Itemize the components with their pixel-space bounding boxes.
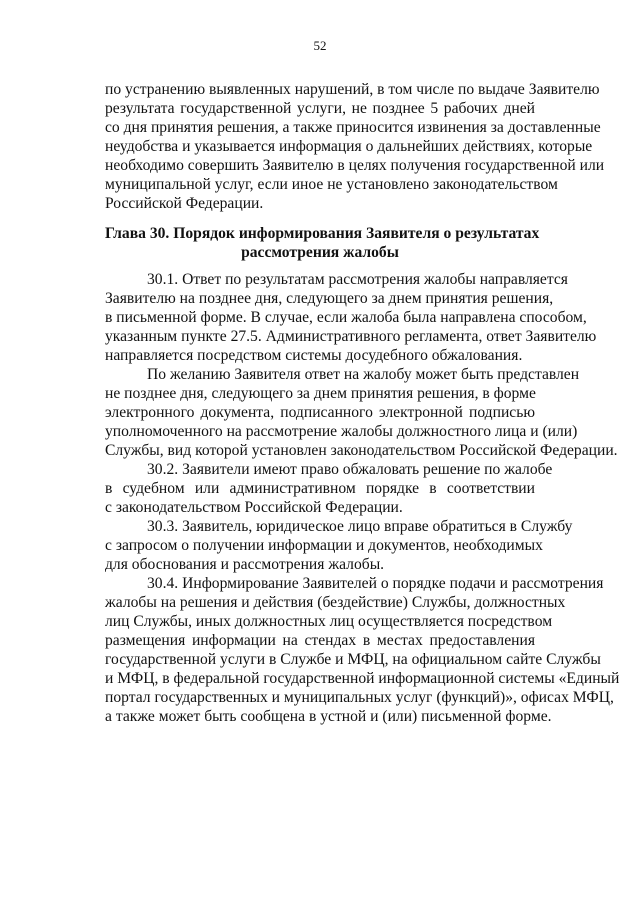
text-line: а также может быть сообщена в устной и (или) письменной форме. (105, 708, 552, 725)
text-line: портал государственных и муниципальных услуг (функций)», офисах МФЦ, (105, 689, 614, 706)
text-line: Заявителю на позднее дня, следующего за днем принятия решения, (105, 290, 554, 307)
text-line: в письменной форме. В случае, если жалоба была направлена способом, (105, 309, 587, 326)
text-line: уполномоченного на рассмотрение жалобы должностного лица и (или) (105, 423, 578, 440)
text-line: электронного документа, подписанного электронной подписью (105, 404, 535, 421)
heading-line: рассмотрения жалобы (241, 244, 399, 261)
text-line: Российской Федерации. (105, 195, 264, 212)
text-line: 30.1. Ответ по результатам рассмотрения жалобы направляется (147, 271, 568, 288)
text-line: направляется посредством системы досудебного обжалования. (105, 347, 523, 364)
text-line: По желанию Заявителя ответ на жалобу может быть представлен (147, 366, 580, 383)
text-line: муниципальной услуг, если иное не установлено законодательством (105, 176, 558, 193)
text-line: с запросом о получении информации и документов, необходимых (105, 537, 543, 554)
text-line: указанным пункте 27.5. Административного регламента, ответ Заявителю (105, 328, 597, 345)
text-line: размещения информации на стендах в местах предоставления (105, 632, 535, 649)
text-line: неудобства и указывается информация о дальнейших действиях, которые (105, 138, 593, 155)
text-line: лиц Службы, иных должностных лиц осуществляется посредством (105, 613, 553, 630)
heading-line: Глава 30. Порядок информирования Заявителя о результатах (105, 225, 540, 242)
text-line: 30.2. Заявители имеют право обжаловать решение по жалобе (147, 461, 553, 478)
chapter-body (105, 270, 620, 726)
text-line: в судебном или административном порядке в соответствии (105, 480, 535, 497)
chapter-heading (105, 224, 540, 262)
text-line: результата государственной услуги, не позднее 5 рабочих дней (105, 100, 535, 117)
text-line: 30.3. Заявитель, юридическое лицо вправе обратиться в Службу (147, 518, 573, 535)
text-line: и МФЦ, в федеральной государственной информационной системы «Единый (105, 670, 620, 687)
intro-paragraph (105, 80, 605, 213)
text-line: необходимо совершить Заявителю в целях получения государственной или (105, 157, 605, 174)
text-line: с законодательством Российской Федерации. (105, 499, 403, 516)
text-line: 30.4. Информирование Заявителей о порядке подачи и рассмотрения (147, 575, 604, 592)
text-line: не позднее дня, следующего за днем принятия решения, в форме (105, 385, 536, 402)
text-line: со дня принятия решения, а также приносится извинения за доставленные (105, 119, 601, 136)
text-line: государственной услуги в Службе и МФЦ, на официальном сайте Службы (105, 651, 601, 668)
text-line: для обоснования и рассмотрения жалобы. (105, 556, 385, 573)
text-line: по устранению выявленных нарушений, в том числе по выдаче Заявителю (105, 81, 600, 98)
page-number: 52 (313, 38, 327, 53)
text-line: Службы, вид которой установлен законодательством Российской Федерации. (105, 442, 618, 459)
text-line: жалобы на решения и действия (бездействие) Службы, должностных (105, 594, 566, 611)
